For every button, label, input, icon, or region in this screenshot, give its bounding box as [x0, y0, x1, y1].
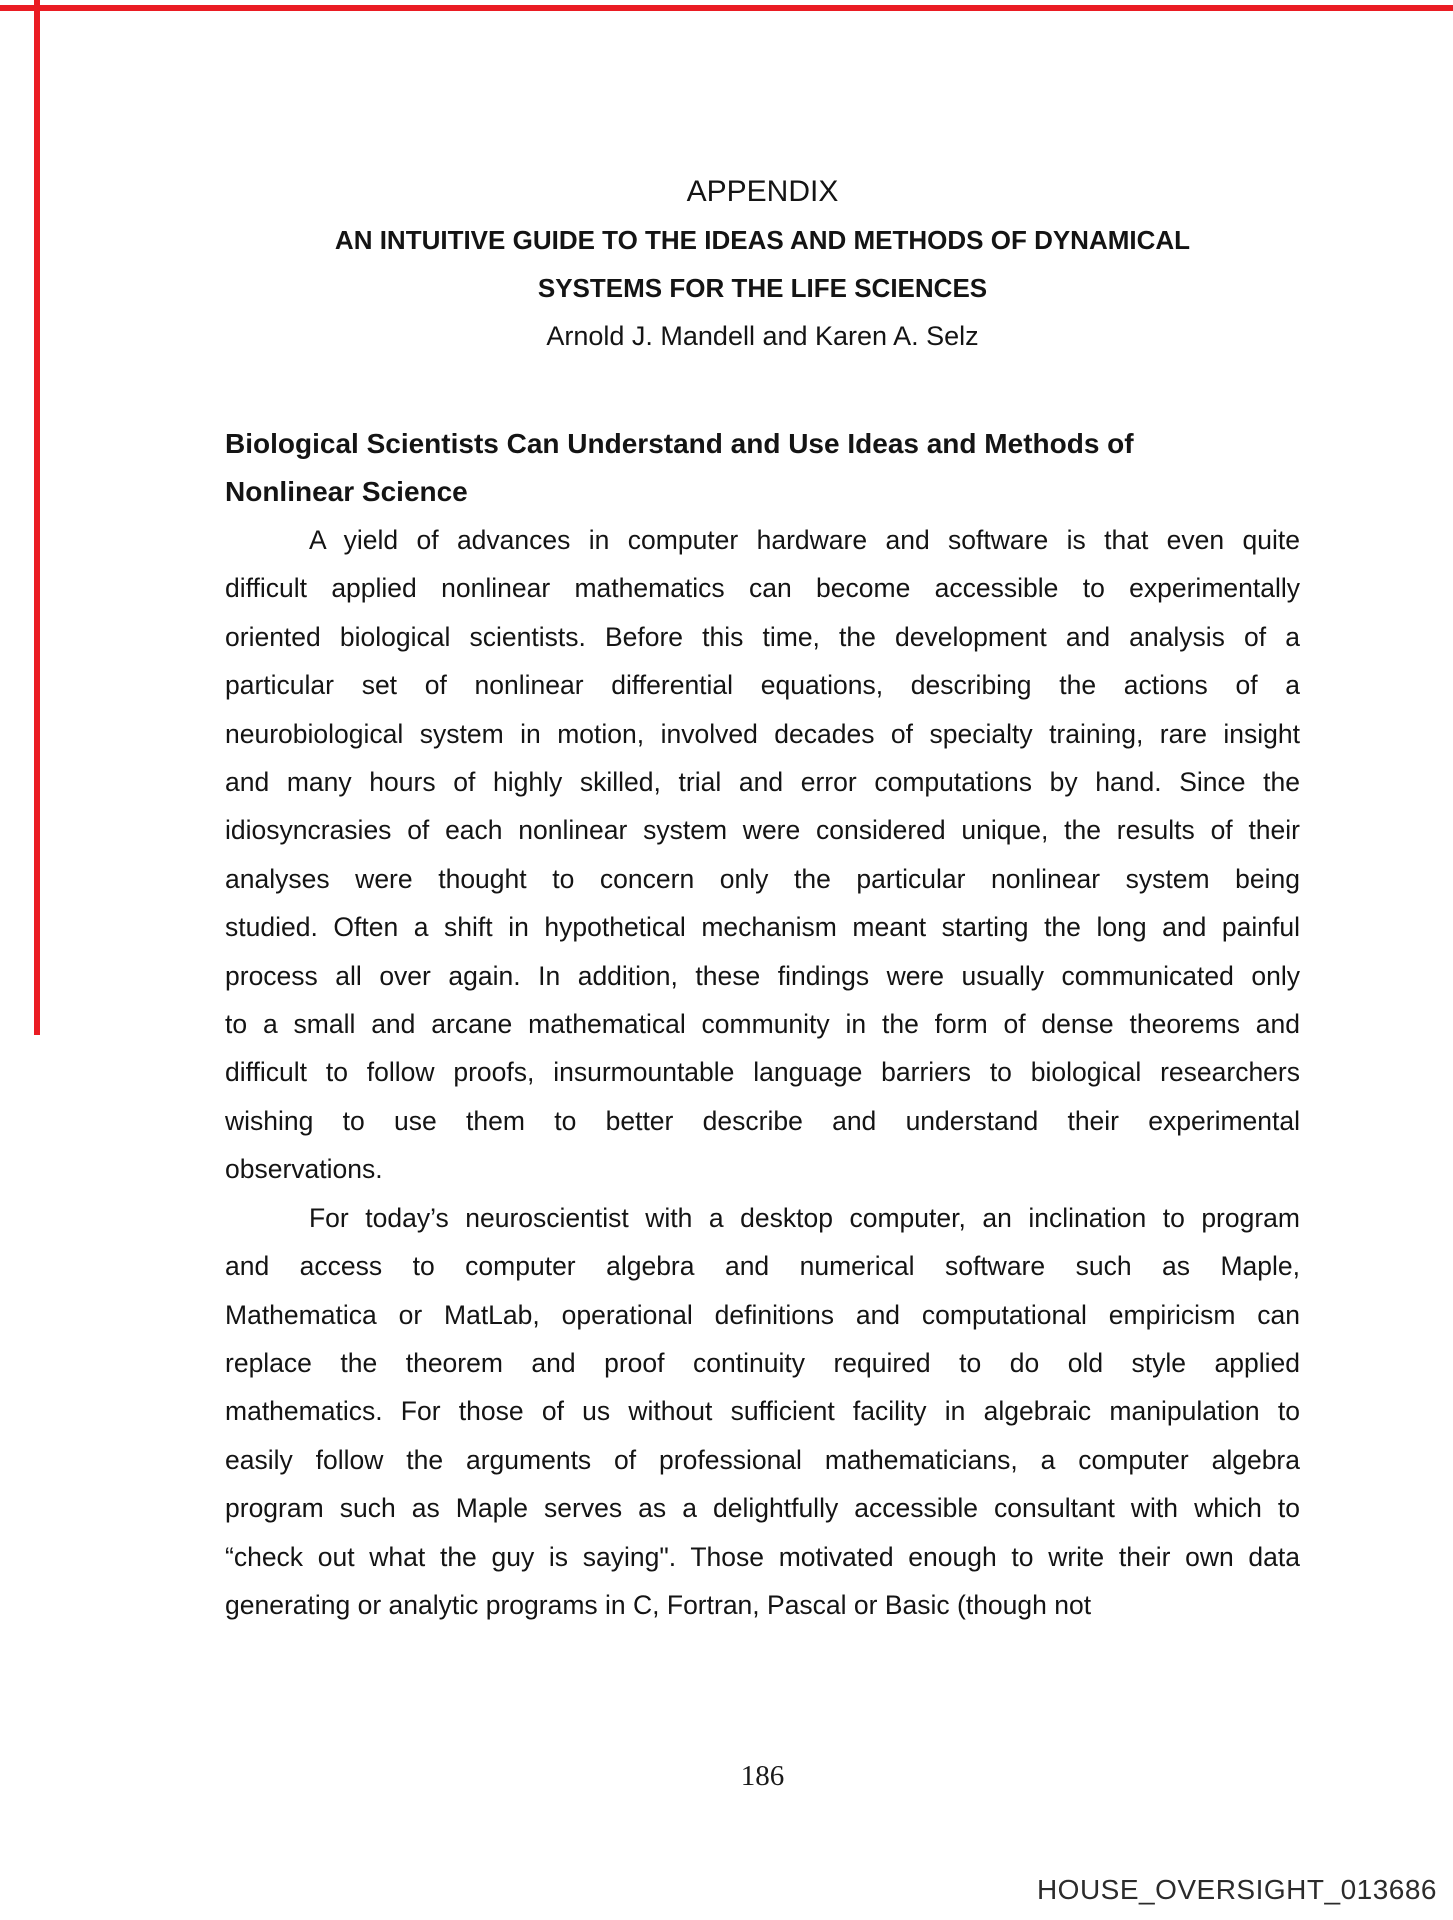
body-text-line: idiosyncrasies of each nonlinear system were considered unique, the results of their [225, 815, 1300, 846]
bates-stamp: HOUSE_OVERSIGHT_013686 [1036, 1874, 1437, 1905]
body-text-line: studied. Often a shift in hypothetical mechanism meant starting the long and painful [225, 912, 1300, 943]
body-text-line: observations. [225, 1154, 383, 1185]
body-text-line: “check out what the guy is saying". Those motivated enough to write their own data [225, 1541, 1300, 1572]
body-text-line: replace the theorem and proof continuity required to do old style applied [225, 1347, 1300, 1378]
section-heading-line2: Nonlinear Science [225, 476, 468, 507]
body-text-line: oriented biological scientists. Before this time, the development and analysis of a [225, 621, 1300, 652]
body-paragraph [225, 516, 1300, 1194]
authors-line: Arnold J. Mandell and Karen A. Selz [546, 321, 979, 351]
body-text-line: mathematics. For those of us without sufficient facility in algebraic manipulation to [225, 1396, 1300, 1427]
body-text-line: For today’s neuroscientist with a desktop computer, an inclination to program [309, 1202, 1300, 1233]
body-text-line: program such as Maple serves as a delightfully accessible consultant with which to [225, 1493, 1300, 1524]
body-text-line: process all over again. In addition, these findings were usually communicated only [225, 960, 1300, 991]
body-text-line: particular set of nonlinear differential equations, describing the actions of a [225, 670, 1300, 701]
body-text-line: generating or analytic programs in C, Fortran, Pascal or Basic (though not [225, 1589, 1092, 1620]
body-text-line: and access to computer algebra and numerical software such as Maple, [225, 1251, 1300, 1282]
body-text-line: wishing to use them to better describe and understand their experimental [225, 1105, 1300, 1136]
body-text-line: analyses were thought to concern only the particular nonlinear system being [225, 863, 1300, 894]
body-text-line: difficult to follow proofs, insurmountable language barriers to biological researchers [225, 1057, 1300, 1088]
body-text-line: easily follow the arguments of professional mathematicians, a computer algebra [225, 1444, 1300, 1475]
body-text-line: Mathematica or MatLab, operational definitions and computational empiricism can [225, 1299, 1300, 1330]
body-text-line: A yield of advances in computer hardware and software is that even quite [309, 525, 1300, 555]
body-text-line: to a small and arcane mathematical community in the form of dense theorems and [225, 1009, 1300, 1040]
document-content [225, 0, 1300, 1629]
scan-artifact-left-line [34, 0, 40, 1035]
body-text [225, 516, 1300, 1629]
body-paragraph [225, 1194, 1300, 1630]
page-number: 186 [740, 1760, 785, 1792]
body-text-line: neurobiological system in motion, involved decades of specialty training, rare insight [225, 718, 1300, 749]
section-heading [225, 420, 1300, 516]
body-text-line: and many hours of highly skilled, trial and error computations by hand. Since the [225, 767, 1300, 798]
body-text-line: difficult applied nonlinear mathematics can become accessible to experimentally [225, 573, 1300, 604]
document-title-line1: AN INTUITIVE GUIDE TO THE IDEAS AND METHODS OF DYNAMICAL [334, 225, 1191, 255]
document-title-line2: SYSTEMS FOR THE LIFE SCIENCES [537, 273, 988, 303]
appendix-heading: APPENDIX [686, 175, 839, 208]
section-heading-line1: Biological Scientists Can Understand and Use Ideas and Methods of [225, 428, 1134, 459]
